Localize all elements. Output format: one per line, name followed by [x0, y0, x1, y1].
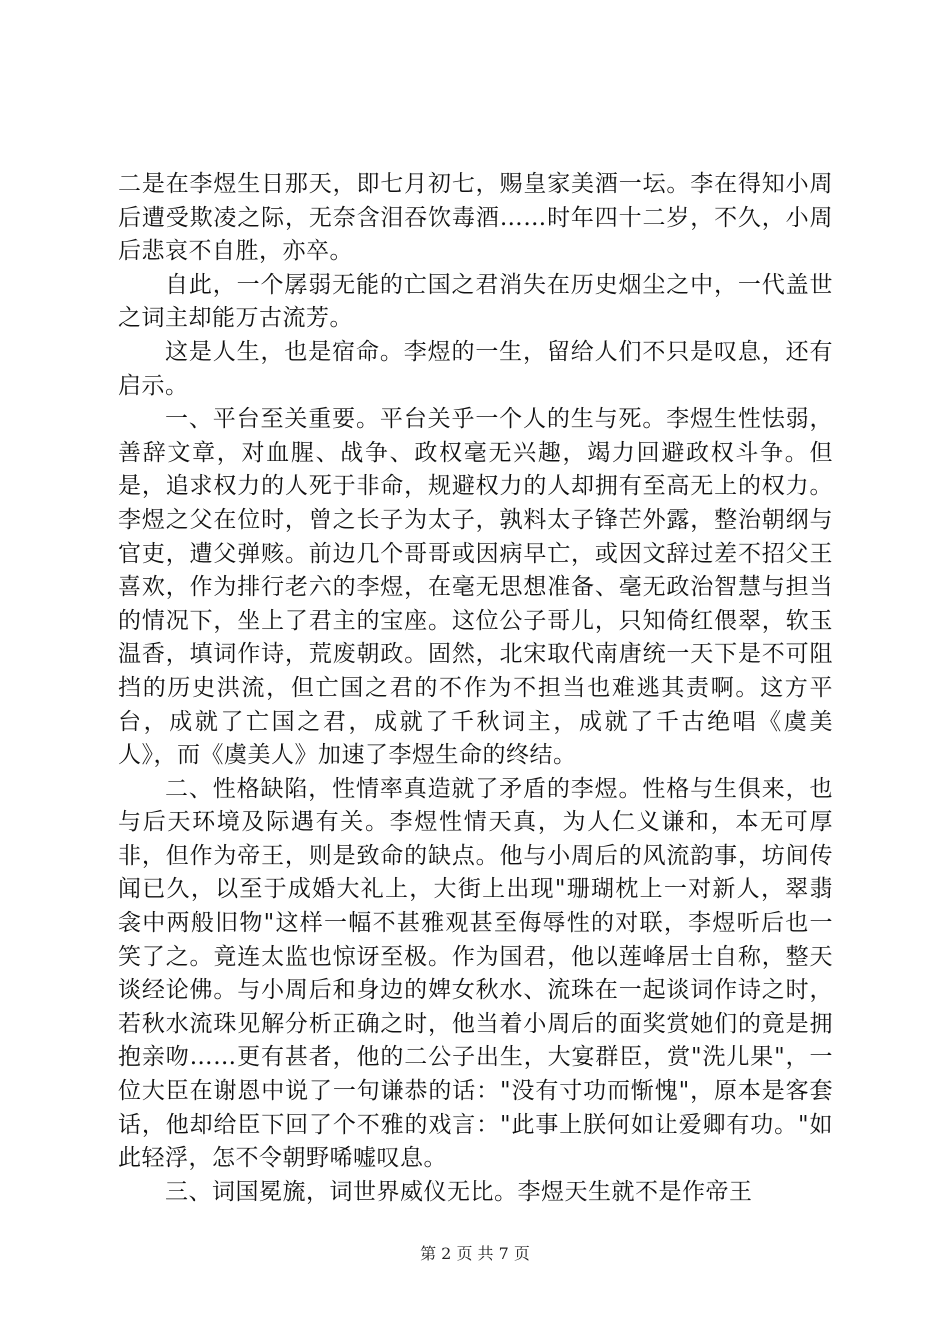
page-footer: 第 2 页 共 7 页 — [420, 1244, 530, 1263]
paragraph: 二、性格缺陷，性情率真造就了矛盾的李煜。性格与生俱来，也与后天环境及际遇有关。李煜性情天真，为人仁义谦和，本无可厚非，但作为帝王，则是致命的缺点。他与小周后的风流韵事，坊间传闻已久，以至于成婚大礼上，大街上出现"珊瑚枕上一对新人，翠翡衾中两般旧物"这样一幅不甚雅观甚至侮辱性的对联，李煜听后也一笑了之。竟连太监也惊讶至极。作为国君，他以莲峰居士自称，整天谈经论佛。与小周后和身边的婢女秋水、流珠在一起谈词作诗之时，若秋水流珠见解分析正确之时，他当着小周后的面奖赏她们的竟是拥抱亲吻……更有甚者，他的二公子出生，大宴群臣，赏"洗儿果"，一位大臣在谢恩中说了一句谦恭的话："没有寸功而惭愧"，原本是客套话，他却给臣下回了个不雅的戏言："此事上朕何如让爱卿有功。"如此轻浮，怎不令朝野唏嘘叹息。 — [118, 775, 833, 1172]
paragraph: 二是在李煜生日那天，即七月初七，赐皇家美酒一坛。李在得知小周后遭受欺凌之际，无奈含泪吞饮毒酒……时年四十二岁，不久，小周后悲哀不自胜，亦卒。 — [118, 171, 833, 265]
paragraph: 一、平台至关重要。平台关乎一个人的生与死。李煜生性怯弱，善辞文章，对血腥、战争、政权毫无兴趣，竭力回避政权斗争。但是，追求权力的人死于非命，规避权力的人却拥有至高无上的权力。李煜之父在位时，曾之长子为太子，孰料太子锋芒外露，整治朝纲与官吏，遭父弹赅。前边几个哥哥或因病早亡，或因文辞过差不招父王喜欢，作为排行老六的李煜，在毫无思想准备、毫无政治智慧与担当的情况下，坐上了君主的宝座。这位公子哥儿，只知倚红偎翠，软玉温香，填词作诗，荒废朝政。固然，北宋取代南唐统一天下是不可阻挡的历史洪流，但亡国之君的不作为不担当也难逃其责啊。这方平台，成就了亡国之君，成就了千秋词主，成就了千古绝唱《虞美人》，而《虞美人》加速了李煜生命的终结。 — [118, 406, 833, 769]
paragraph: 三、词国冕旒，词世界威仪无比。李煜天生就不是作帝王 — [165, 1178, 753, 1205]
paragraph: 自此，一个孱弱无能的亡国之君消失在历史烟尘之中，一代盖世之词主却能万古流芳。 — [118, 271, 833, 332]
document-body — [118, 168, 833, 1209]
paragraph: 这是人生，也是宿命。李煜的一生，留给人们不只是叹息，还有启示。 — [118, 338, 833, 399]
